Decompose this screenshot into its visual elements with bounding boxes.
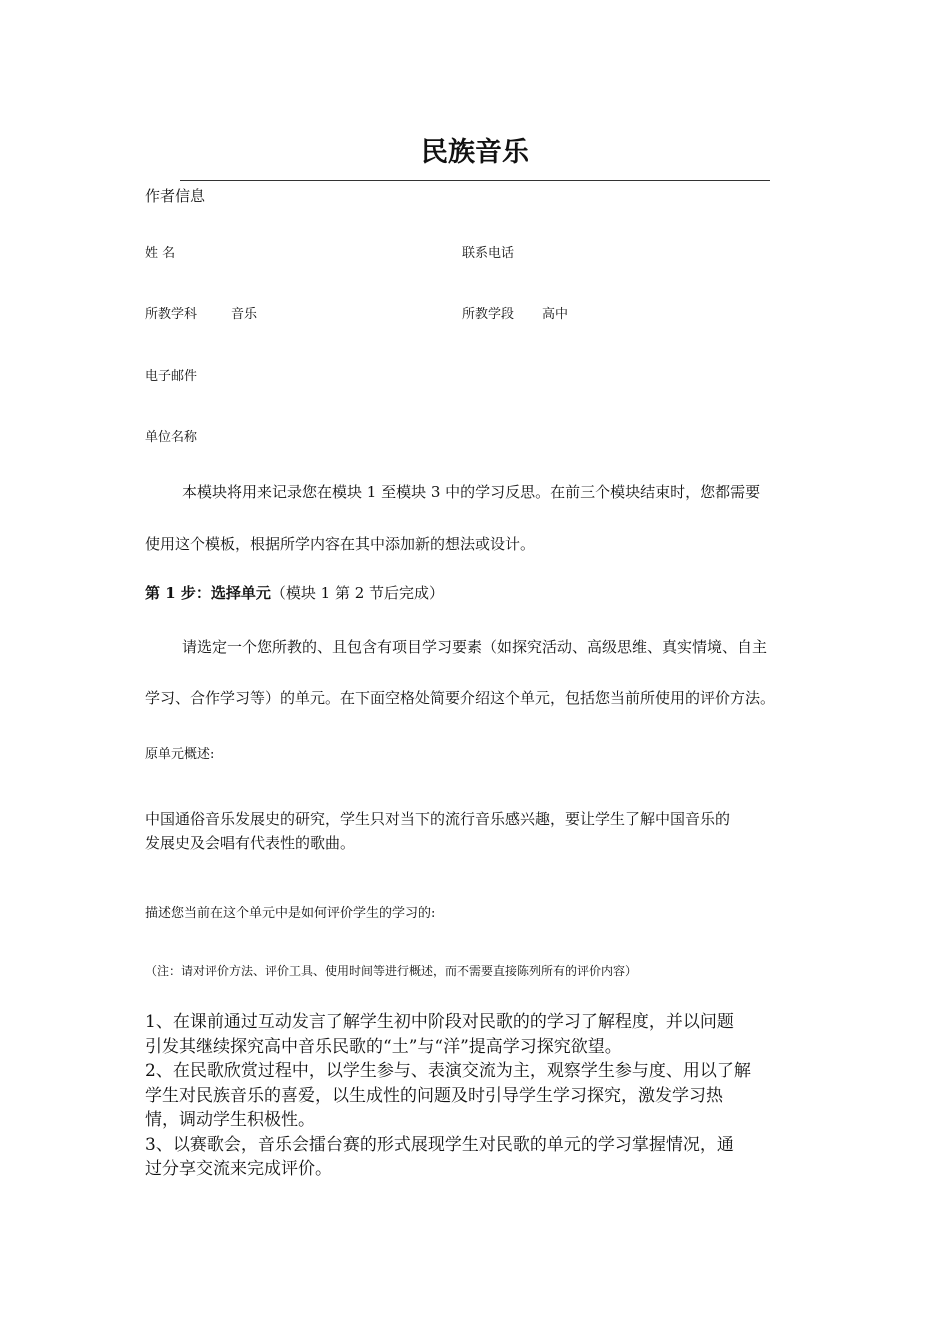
grade-value: 高中	[542, 307, 569, 322]
org-label: 单位名称	[145, 430, 198, 445]
author-info-heading: 作者信息	[145, 187, 206, 205]
evaluation-line: 3、以赛歌会，音乐会擂台赛的形式展现学生对民歌的单元的学习掌握情况，通	[145, 1134, 734, 1155]
evaluation-line: 引发其继续探究高中音乐民歌的“土”与“洋”提高学习探究欲望。	[145, 1036, 622, 1057]
evaluation-body	[145, 1010, 805, 1182]
grade-label: 所教学段	[462, 307, 515, 322]
evaluation-line: 学生对民族音乐的喜爱，以生成性的问题及时引导学生学习探究，激发学习热	[145, 1085, 723, 1106]
step1-heading: 第 1 步：选择单元	[145, 584, 271, 602]
document-title: 民族音乐	[421, 137, 529, 168]
step1-desc-line-2: 学习、合作学习等）的单元。在下面空格处简要介绍这个单元，包括您当前所使用的评价方法。	[145, 689, 776, 707]
overview-label: 原单元概述:	[145, 747, 215, 762]
intro-line-1: 本模块将用来记录您在模块 1 至模块 3 中的学习反思。在前三个模块结束时，您都需要	[182, 483, 761, 501]
evaluation-line: 1、在课前通过互动发言了解学生初中阶段对民歌的的学习了解程度，并以问题	[145, 1012, 734, 1032]
step1-heading-row	[145, 582, 444, 603]
subject-label: 所教学科	[145, 307, 198, 322]
evaluation-line: 过分享交流来完成评价。	[145, 1159, 332, 1179]
subject-value: 音乐	[231, 307, 258, 322]
intro-line-2: 使用这个模板，根据所学内容在其中添加新的想法或设计。	[145, 535, 536, 553]
title-underline	[180, 180, 770, 181]
evaluation-line: 2、在民歌欣赏过程中，以学生参与、表演交流为主，观察学生参与度、用以了解	[145, 1061, 751, 1081]
phone-label: 联系电话	[462, 246, 515, 261]
name-label: 姓 名	[145, 246, 176, 261]
overview-line-1: 中国通俗音乐发展史的研究，学生只对当下的流行音乐感兴趣，要让学生了解中国音乐的	[145, 810, 731, 828]
evaluation-label: 描述您当前在这个单元中是如何评价学生的学习的:	[145, 906, 436, 921]
email-label: 电子邮件	[145, 369, 198, 384]
evaluation-line: 情，调动学生积极性。	[145, 1110, 315, 1130]
step1-subheading: （模块 1 第 2 节后完成）	[270, 584, 445, 602]
step1-desc-line-1: 请选定一个您所教的、且包含有项目学习要素（如探究活动、高级思维、真实情境、自主	[182, 638, 768, 656]
overview-line-2: 发展史及会唱有代表性的歌曲。	[145, 834, 356, 852]
evaluation-note: （注：请对评价方法、评价工具、使用时间等进行概述，而不需要直接陈列所有的评价内容）	[145, 964, 638, 978]
